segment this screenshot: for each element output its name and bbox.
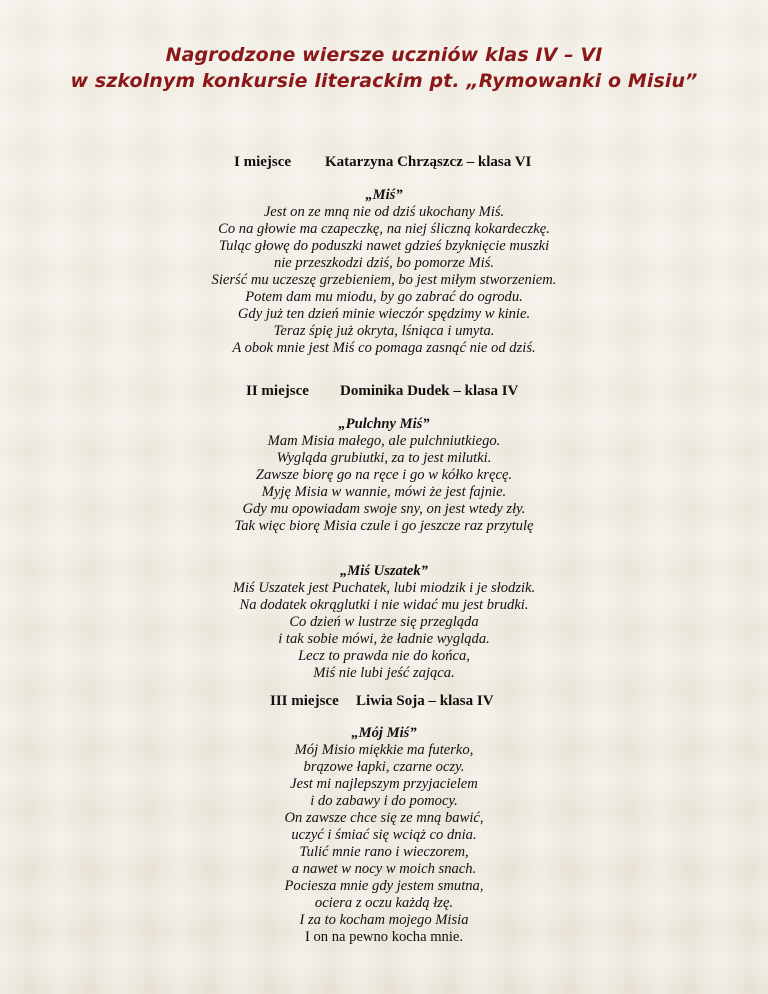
poem-line: Na dodatek okrąglutki i nie widać mu jest brudki. — [239, 597, 529, 613]
poem-line: I za to kocham mojego Misia — [299, 912, 469, 928]
poem-line: Tak więc biorę Misia czule i go jeszcze raz przytulę — [234, 518, 534, 534]
poem-line: Wygląda grubiutki, za to jest milutki. — [276, 450, 492, 466]
place-2-label: II miejsce — [246, 383, 309, 399]
poem-line: uczyć i śmiać się wciąż co dnia. — [291, 827, 477, 843]
poem-title: „Miś Uszatek” — [340, 563, 428, 579]
poem-line: i tak sobie mówi, że ładnie wygląda. — [278, 631, 490, 647]
place-1-label: I miejsce — [234, 154, 292, 170]
place-2-author: Dominika Dudek – klasa IV — [340, 383, 519, 399]
poem-pulchny-mis — [0, 416, 768, 535]
poem-line: Potem dam mu miodu, by go zabrać do ogrodu. — [245, 289, 523, 305]
poem-line: ociera z oczu każdą łzę. — [314, 895, 454, 911]
place-3-label: III miejsce — [270, 693, 339, 709]
poem-line: Jest on ze mną nie od dziś ukochany Miś. — [263, 204, 505, 220]
document-title-line-2: w szkolnym konkursie literackim pt. „Rymowanki o Misiu” — [70, 70, 698, 92]
poem-line: Jest mi najlepszym przyjacielem — [290, 776, 478, 792]
poem-line: Co dzień w lustrze się przegląda — [289, 614, 479, 630]
poem-line: Gdy już ten dzień minie wieczór spędzimy w kinie. — [237, 306, 531, 322]
poem-line: Miś Uszatek jest Puchatek, lubi miodzik i je słodzik. — [232, 580, 536, 596]
poem-line: I on na pewno kocha mnie. — [304, 929, 464, 945]
poem-line: Mam Misia małego, ale pulchniutkiego. — [267, 433, 501, 449]
poem-line: Miś nie lubi jeść zająca. — [313, 665, 455, 681]
poem-title: „Miś” — [365, 187, 403, 203]
poem-line: Myję Misia w wannie, mówi że jest fajnie. — [261, 484, 507, 500]
document-title-line-1: Nagrodzone wiersze uczniów klas IV – VI — [165, 44, 603, 66]
poem-mis-uszatek — [0, 563, 768, 682]
poem-line: Teraz śpię już okryta, lśniąca i umyta. — [273, 323, 495, 339]
place-1-author: Katarzyna Chrząszcz – klasa VI — [325, 154, 532, 170]
poem-line: Gdy mu opowiadam swoje sny, on jest wtedy zły. — [242, 501, 526, 517]
poem-line: i do zabawy i do pomocy. — [310, 793, 458, 809]
poem-title: „Mój Miś” — [351, 725, 417, 741]
poem-line: Tulić mnie rano i wieczorem, — [299, 844, 469, 860]
poem-line: Pociesza mnie gdy jestem smutna, — [284, 878, 484, 894]
poem-line: Lecz to prawda nie do końca, — [298, 648, 470, 664]
place-3-author: Liwia Soja – klasa IV — [356, 693, 494, 709]
poem-mis — [0, 187, 768, 357]
poem-line: On zawsze chce się ze mną bawić, — [284, 810, 484, 826]
poem-line: Tuląc głowę do poduszki nawet gdzieś bzyknięcie muszki — [218, 238, 550, 254]
poem-line: A obok mnie jest Miś co pomaga zasnąć nie od dziś. — [232, 340, 536, 356]
poem-line: a nawet w nocy w moich snach. — [291, 861, 477, 877]
poem-line: brązowe łapki, czarne oczy. — [303, 759, 465, 775]
poem-line: Co na głowie ma czapeczkę, na niej śliczną kokardeczkę. — [218, 221, 550, 237]
poem-line: nie przeszkodzi dziś, bo pomorze Miś. — [273, 255, 495, 271]
place-2-heading — [246, 382, 519, 400]
place-1-heading — [234, 153, 532, 171]
poem-line: Sierść mu uczeszę grzebieniem, bo jest miłym stworzeniem. — [211, 272, 557, 288]
place-3-heading — [270, 692, 494, 710]
poem-line: Mój Misio miękkie ma futerko, — [294, 742, 474, 758]
poem-line: Zawsze biorę go na ręce i go w kółko kręcę. — [255, 467, 513, 483]
poem-moj-mis — [0, 725, 768, 946]
poem-title: „Pulchny Miś” — [338, 416, 430, 432]
